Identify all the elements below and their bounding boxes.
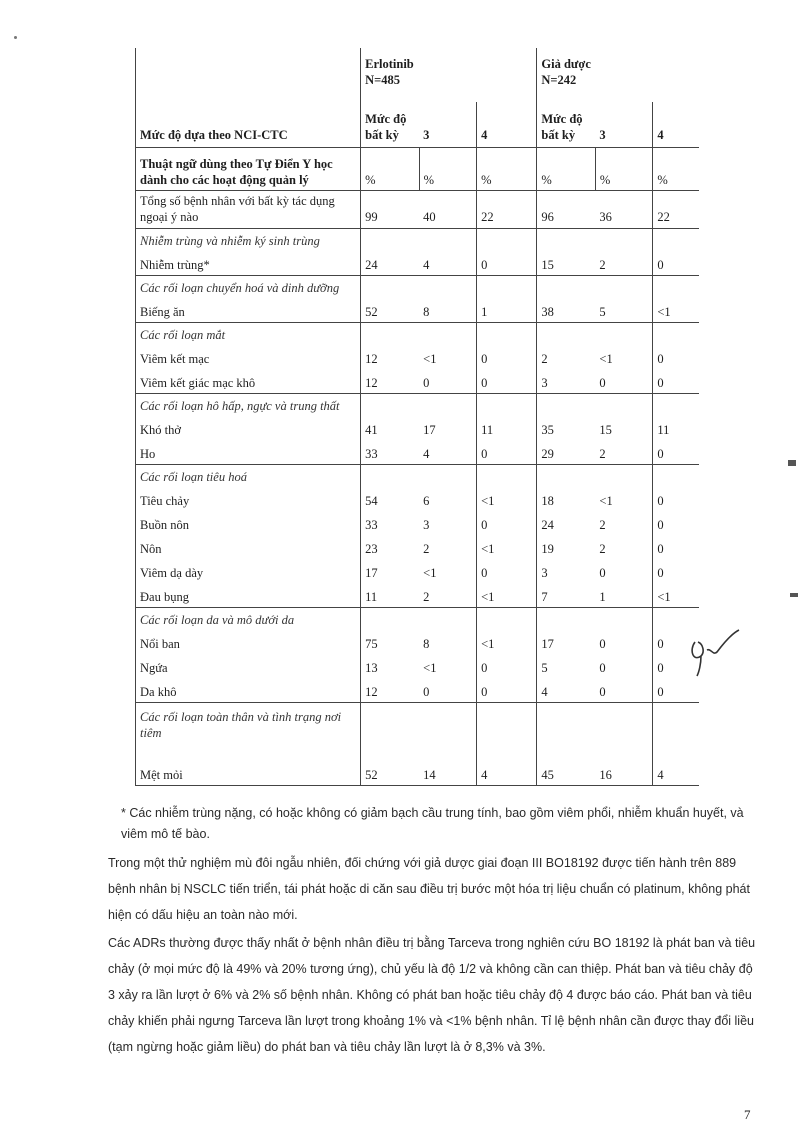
empty-cell xyxy=(653,323,699,346)
percent-cell: 12 xyxy=(361,369,420,394)
adverse-event-label: Viêm kết giác mạc khô xyxy=(136,369,361,394)
adverse-event-label: Nổi ban xyxy=(136,630,361,654)
empty-cell xyxy=(653,276,699,299)
percent-cell: 5 xyxy=(537,654,596,678)
percent-cell: 0 xyxy=(653,654,699,678)
empty-cell xyxy=(419,229,476,252)
percent-cell: 2 xyxy=(599,258,606,272)
table-row xyxy=(136,416,700,440)
percent-cell: 19 xyxy=(537,535,596,559)
empty-cell xyxy=(477,394,537,417)
percent-cell: 22 xyxy=(653,191,699,229)
percent-cell: 3 xyxy=(423,518,430,532)
adverse-event-label: Tiêu chảy xyxy=(136,487,361,511)
empty-cell xyxy=(361,276,420,299)
adverse-event-label: Đau bụng xyxy=(136,583,361,608)
category-row xyxy=(136,323,700,346)
adverse-event-label: Tổng số bệnh nhân với bất kỳ tác dụng ngoại ý nào xyxy=(136,191,361,229)
percent-cell: 45 xyxy=(537,743,596,786)
percent-cell: 54 xyxy=(361,487,420,511)
table-row xyxy=(136,345,700,369)
percent-cell: <1 xyxy=(477,487,537,511)
percent-cell: 8 xyxy=(423,305,430,319)
adverse-event-label: Ho xyxy=(136,440,361,465)
adverse-event-label: Khó thở xyxy=(136,416,361,440)
percent-cell: 3 xyxy=(537,559,596,583)
category-label: Các rối loạn chuyển hoá và dinh dưỡng xyxy=(136,276,361,299)
percent-cell: 0 xyxy=(477,440,537,465)
empty-cell xyxy=(361,703,420,744)
percent-cell: 0 xyxy=(653,251,699,276)
grade4-header: 4 xyxy=(653,102,699,148)
percent-cell: 0 xyxy=(477,369,537,394)
scan-edge-mark xyxy=(790,593,798,597)
scan-speck xyxy=(14,36,17,39)
percent-cell: 0 xyxy=(599,566,606,580)
percent-cell: 12 xyxy=(361,678,420,703)
empty-cell xyxy=(537,394,596,417)
empty-cell xyxy=(595,276,652,299)
empty-cell xyxy=(419,465,476,488)
percent-cell: 0 xyxy=(477,251,537,276)
handwritten-initials-mark xyxy=(683,620,743,680)
percent-cell: 23 xyxy=(361,535,420,559)
percent-cell: 5 xyxy=(599,305,606,319)
percent-cell: <1 xyxy=(653,298,699,323)
percent-cell: 24 xyxy=(537,511,596,535)
adverse-event-label: Da khô xyxy=(136,678,361,703)
category-row xyxy=(136,229,700,252)
percent-cell: 41 xyxy=(361,416,420,440)
percent-cell: 1 xyxy=(599,590,606,604)
page-number: 7 xyxy=(744,1107,751,1122)
percent-cell: 0 xyxy=(599,376,606,390)
percent-cell: 29 xyxy=(537,440,596,465)
percent-cell: 24 xyxy=(361,251,420,276)
percent-cell: 0 xyxy=(653,559,699,583)
percent-cell: 3 xyxy=(537,369,596,394)
empty-cell xyxy=(361,465,420,488)
table-header-grades xyxy=(136,102,700,148)
empty-cell xyxy=(537,703,596,744)
percent-cell: 0 xyxy=(653,511,699,535)
percent-cell: 0 xyxy=(599,637,606,651)
empty-cell xyxy=(537,229,596,252)
percent-unit: % xyxy=(595,148,652,191)
percent-cell: 0 xyxy=(423,685,430,699)
table-header-units xyxy=(136,148,700,191)
empty-cell xyxy=(537,323,596,346)
percent-cell: 7 xyxy=(537,583,596,608)
percent-cell: 33 xyxy=(361,440,420,465)
empty-cell xyxy=(595,608,652,631)
percent-cell: 2 xyxy=(599,542,606,556)
empty-cell xyxy=(361,229,420,252)
percent-cell: 0 xyxy=(599,685,606,699)
table-row xyxy=(136,298,700,323)
percent-cell: 4 xyxy=(653,743,699,786)
meddra-term-label: Thuật ngữ dùng theo Tự Điển Y học dành cho các hoạt động quản lý xyxy=(136,148,361,191)
percent-cell: 2 xyxy=(423,590,430,604)
percent-cell: 12 xyxy=(361,345,420,369)
placebo-group-header: Giả dược N=242 xyxy=(537,48,699,102)
category-label: Các rối loạn hô hấp, ngực và trung thất xyxy=(136,394,361,417)
table-row xyxy=(136,191,700,229)
empty-cell xyxy=(361,394,420,417)
percent-cell: 4 xyxy=(477,743,537,786)
percent-unit: % xyxy=(361,148,420,191)
percent-cell: 0 xyxy=(477,559,537,583)
category-label: Các rối loạn tiêu hoá xyxy=(136,465,361,488)
category-row xyxy=(136,703,700,744)
percent-cell: 0 xyxy=(653,678,699,703)
percent-cell: 18 xyxy=(537,487,596,511)
empty-cell xyxy=(595,465,652,488)
empty-cell xyxy=(653,703,699,744)
category-row xyxy=(136,394,700,417)
percent-unit: % xyxy=(537,148,596,191)
percent-cell: 0 xyxy=(477,678,537,703)
category-label: Nhiễm trùng và nhiễm ký sinh trùng xyxy=(136,229,361,252)
empty-cell xyxy=(595,703,652,744)
empty-cell xyxy=(477,276,537,299)
percent-cell: <1 xyxy=(599,494,613,508)
empty-cell xyxy=(419,703,476,744)
percent-cell: 75 xyxy=(361,630,420,654)
percent-cell: 52 xyxy=(361,743,420,786)
empty-cell xyxy=(537,465,596,488)
any-grade-header: Mức độ bất kỳ xyxy=(537,102,596,148)
adverse-event-label: Buồn nôn xyxy=(136,511,361,535)
table-row xyxy=(136,583,700,608)
percent-cell: 6 xyxy=(423,494,430,508)
grade-scale-label: Mức độ dựa theo NCI-CTC xyxy=(136,102,361,148)
empty-cell xyxy=(477,323,537,346)
adverse-event-label: Viêm kết mạc xyxy=(136,345,361,369)
percent-cell: 33 xyxy=(361,511,420,535)
percent-unit: % xyxy=(477,148,537,191)
table-row xyxy=(136,559,700,583)
percent-cell: 22 xyxy=(477,191,537,229)
percent-cell: 14 xyxy=(419,743,476,786)
percent-cell: <1 xyxy=(423,566,437,580)
scan-edge-mark xyxy=(788,460,796,466)
table-footnote: * Các nhiễm trùng nặng, có hoặc không có giảm bạch cầu trung tính, bao gồm viêm phổi, nhiễm khuẩn huyết, và viêm mô tế bào. xyxy=(121,806,744,841)
percent-cell: 15 xyxy=(599,423,612,437)
percent-cell: 11 xyxy=(361,583,420,608)
table-row xyxy=(136,535,700,559)
percent-cell: 35 xyxy=(537,416,596,440)
erlotinib-group-header: Erlotinib N=485 xyxy=(361,48,537,102)
percent-cell: 0 xyxy=(653,369,699,394)
percent-cell: 0 xyxy=(477,345,537,369)
empty-cell xyxy=(537,608,596,631)
percent-cell: 52 xyxy=(361,298,420,323)
empty-cell xyxy=(477,229,537,252)
percent-cell: 11 xyxy=(477,416,537,440)
table-row xyxy=(136,511,700,535)
empty-cell xyxy=(653,229,699,252)
adverse-event-label: Mệt mỏi xyxy=(136,743,361,786)
percent-cell: 36 xyxy=(595,191,652,229)
category-label: Các rối loạn mắt xyxy=(136,323,361,346)
percent-cell: <1 xyxy=(599,352,613,366)
percent-cell: 0 xyxy=(477,654,537,678)
percent-cell: <1 xyxy=(423,661,437,675)
percent-cell: 2 xyxy=(423,542,430,556)
empty-cell xyxy=(477,608,537,631)
category-label: Các rối loạn toàn thân và tình trạng nơi tiêm xyxy=(136,703,361,744)
percent-cell: 8 xyxy=(423,637,430,651)
percent-cell: 0 xyxy=(653,630,699,654)
percent-cell: 0 xyxy=(599,661,606,675)
percent-unit: % xyxy=(653,148,699,191)
percent-cell: 40 xyxy=(419,191,476,229)
category-row xyxy=(136,465,700,488)
percent-cell: 13 xyxy=(361,654,420,678)
empty-cell xyxy=(537,276,596,299)
adverse-event-label: Ngứa xyxy=(136,654,361,678)
percent-cell: <1 xyxy=(653,583,699,608)
percent-cell: 17 xyxy=(423,423,436,437)
grade4-header: 4 xyxy=(477,102,537,148)
table-row xyxy=(136,678,700,703)
percent-cell: 4 xyxy=(537,678,596,703)
category-row xyxy=(136,608,700,631)
empty-cell xyxy=(419,394,476,417)
empty-cell xyxy=(477,465,537,488)
empty-cell xyxy=(361,608,420,631)
percent-cell: 0 xyxy=(477,511,537,535)
percent-cell: 0 xyxy=(653,487,699,511)
empty-cell xyxy=(653,465,699,488)
percent-unit: % xyxy=(419,148,476,191)
table-row xyxy=(136,630,700,654)
empty-cell xyxy=(595,394,652,417)
adverse-events-table xyxy=(135,48,699,786)
percent-cell: 2 xyxy=(599,518,606,532)
percent-cell: 2 xyxy=(537,345,596,369)
percent-cell: 38 xyxy=(537,298,596,323)
percent-cell: 16 xyxy=(595,743,652,786)
percent-cell: 17 xyxy=(537,630,596,654)
empty-cell xyxy=(419,323,476,346)
percent-cell: 0 xyxy=(653,345,699,369)
percent-cell: <1 xyxy=(423,352,437,366)
grade3-header: 3 xyxy=(599,128,606,142)
table-row xyxy=(136,440,700,465)
adverse-event-label: Viêm dạ dày xyxy=(136,559,361,583)
percent-cell: 17 xyxy=(361,559,420,583)
empty-cell xyxy=(419,608,476,631)
adverse-event-label: Nôn xyxy=(136,535,361,559)
percent-cell: 11 xyxy=(653,416,699,440)
table-row xyxy=(136,743,700,786)
body-paragraph-1: Trong một thử nghiệm mù đôi ngẫu nhiên, đối chứng với giả dược giai đoạn III BO18192 được tiến hành trên 889 bệnh nhân bị NSCLC tiến triển, tái phát hoặc di căn sau điều trị bước một hóa trị liệu chuẩn có platinum, không phát hiện có dấu hiệu an toàn nào mới. xyxy=(108,856,750,922)
empty-cell xyxy=(477,703,537,744)
table-row xyxy=(136,369,700,394)
percent-cell: 0 xyxy=(653,440,699,465)
table-header-groups xyxy=(136,48,700,102)
table-row xyxy=(136,487,700,511)
percent-cell: 2 xyxy=(599,447,606,461)
table-row xyxy=(136,654,700,678)
percent-cell: 99 xyxy=(361,191,420,229)
percent-cell: 0 xyxy=(423,376,430,390)
percent-cell: 1 xyxy=(477,298,537,323)
percent-cell: 4 xyxy=(423,447,430,461)
empty-cell xyxy=(595,229,652,252)
empty-cell xyxy=(653,394,699,417)
percent-cell: <1 xyxy=(477,630,537,654)
percent-cell: <1 xyxy=(477,583,537,608)
percent-cell: 96 xyxy=(537,191,596,229)
body-paragraph-2: Các ADRs thường được thấy nhất ở bệnh nhân điều trị bằng Tarceva trong nghiên cứu BO 18192 là phát ban và tiêu chảy (ở mọi mức độ là 49% và 20% tương ứng), chủ yếu là độ 1/2 và không cần can thiệp. Phát ban và tiêu chảy độ 3 xảy ra lần lượt ở 6% và 2% số bệnh nhân. Không có phát ban hoặc tiêu chảy độ 4 được báo cáo. Phát ban và tiêu chảy khiến phải ngưng Tarceva lần lượt trong khoảng 1% và <1% bệnh nhân. Tỉ lệ bệnh nhân cần được thay đổi liều (tạm ngừng hoặc giảm liều) do phát ban và tiêu chảy lần lượt là ở 8,3% và 3%. xyxy=(108,936,756,1054)
empty-cell xyxy=(361,323,420,346)
adverse-event-label: Biếng ăn xyxy=(136,298,361,323)
any-grade-header: Mức độ bất kỳ xyxy=(361,102,420,148)
category-row xyxy=(136,276,700,299)
table-row xyxy=(136,251,700,276)
percent-cell: 0 xyxy=(653,535,699,559)
percent-cell: <1 xyxy=(477,535,537,559)
adverse-event-label: Nhiễm trùng* xyxy=(136,251,361,276)
percent-cell: 15 xyxy=(537,251,596,276)
percent-cell: 4 xyxy=(423,258,430,272)
empty-cell xyxy=(595,323,652,346)
empty-cell xyxy=(419,276,476,299)
grade3-header: 3 xyxy=(423,128,430,142)
category-label: Các rối loạn da và mô dưới da xyxy=(136,608,361,631)
